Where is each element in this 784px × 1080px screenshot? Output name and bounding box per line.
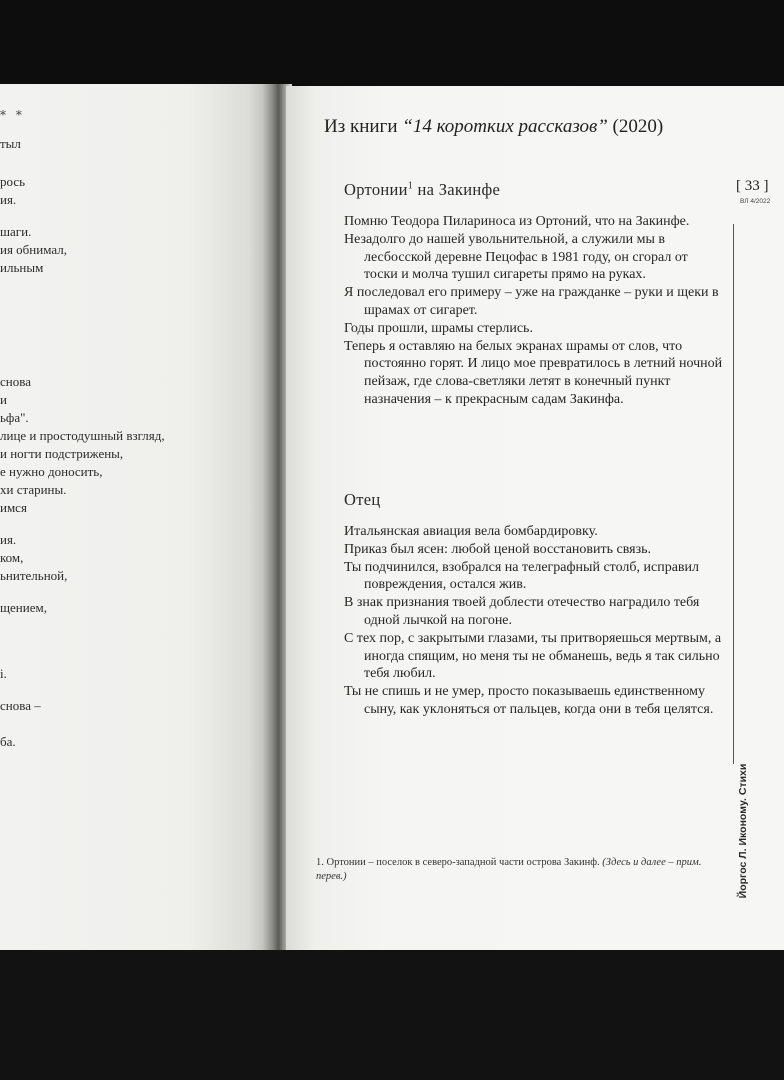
left-page-line: лице и простодушный взгляд, [0, 428, 165, 443]
margin-rule [733, 224, 734, 764]
poem-line: Помню Теодора Пилариноса из Ортоний, что на Закинфе. [344, 214, 690, 229]
poem-body [344, 213, 724, 409]
poem-line: Теперь я оставляю на белых экранах шрамы от слов, что постоянно горят. И лицо мое превратилось в летний ночной пейзаж, где слова-светляки летят в конечный пункт назначения – к прекрасным садам Закинфа. [344, 338, 723, 407]
book-title-name: “14 коротких рассказов” [402, 116, 608, 137]
left-page-line: ильным [0, 260, 44, 275]
left-page-line: і. [0, 666, 7, 681]
poem-line: Годы прошли, шрамы стерлись. [344, 320, 533, 336]
left-page-line: ия. [0, 532, 17, 547]
left-page-line: ия. [0, 192, 17, 207]
book-title-year: (2020) [607, 116, 664, 137]
left-page-line: шаги. [0, 224, 32, 239]
left-page-line: рось [0, 174, 26, 189]
left-page-line: е нужно доносить, [0, 464, 103, 479]
poem-title [344, 180, 500, 200]
left-page-line: хи старины. [0, 482, 67, 497]
footnote-text: 1. Ортонии – поселок в северо-западной части острова Закинф. [316, 857, 603, 868]
journal-issue-tag: ВЛ 4/2022 [740, 198, 771, 205]
poem-title-text: Ортонии [344, 180, 408, 199]
left-page-line: и [0, 392, 7, 407]
poem-title: Отец [344, 490, 381, 509]
left-page [0, 84, 270, 950]
left-page-line: ком, [0, 550, 24, 565]
scan-border-top [0, 0, 784, 90]
poem-line: Ты не спишь и не умер, просто показываешь единственному сыну, как уклоняться от пальцев, когда они в тебя целятся. [344, 684, 714, 717]
left-page-line: ьнительной, [0, 568, 68, 583]
left-page-line: снова – [0, 698, 41, 713]
left-page-line: ба. [0, 734, 16, 749]
poem-line: Ты подчинился, взобрался на телеграфный столб, исправил повреждения, остался жив. [344, 559, 700, 593]
book-title [324, 116, 663, 138]
left-page-line: ия обнимал, [0, 242, 67, 257]
page-number: [ 33 ] [736, 178, 769, 194]
running-head: Йоргос Л. Икономy. Стихи [737, 763, 749, 899]
poem-line: Я последовал его примеру – уже на гражданке – руки и щеки в шрамах от сигарет. [344, 285, 719, 318]
left-page-line: и ногти подстрижены, [0, 446, 124, 461]
poem-line: Приказ был ясен: любой ценой восстановить связь. [344, 541, 652, 557]
poem-body [344, 523, 724, 719]
scan-border-bottom [0, 948, 784, 1080]
footnote [316, 856, 728, 884]
left-page-line: снова [0, 374, 31, 389]
right-page [286, 86, 784, 950]
poem-title-suffix: на Закинфе [413, 180, 501, 199]
footnote-mark: 1 [407, 180, 414, 192]
poem-line: В знак признания твоей доблести отечество наградило тебя одной лычкой на погоне. [344, 595, 700, 628]
footnote-note: (Здесь и далее – прим. перев.) [316, 857, 702, 882]
left-page-line: ьфа". [0, 410, 29, 425]
left-page-line: щением, [0, 600, 47, 615]
left-page-stars: * * [0, 108, 25, 122]
book-title-prefix: Из книги [324, 116, 403, 137]
poem-line: Незадолго до нашей увольнительной, а служили мы в лесбосской деревне Пецофас в 1981 году, он сгорал от тоски и молча тушил сигареты прямо на руках. [344, 231, 688, 283]
poem-line: Итальянская авиация вела бомбардировку. [344, 524, 598, 539]
poem-line: С тех пор, с закрытыми глазами, ты притворяешься мертвым, а иногда спящим, но меня ты не обманешь, ведь я так сильно тебя любил. [344, 630, 722, 682]
left-page-line: тыл [0, 136, 21, 151]
left-page-line: имся [0, 500, 27, 515]
